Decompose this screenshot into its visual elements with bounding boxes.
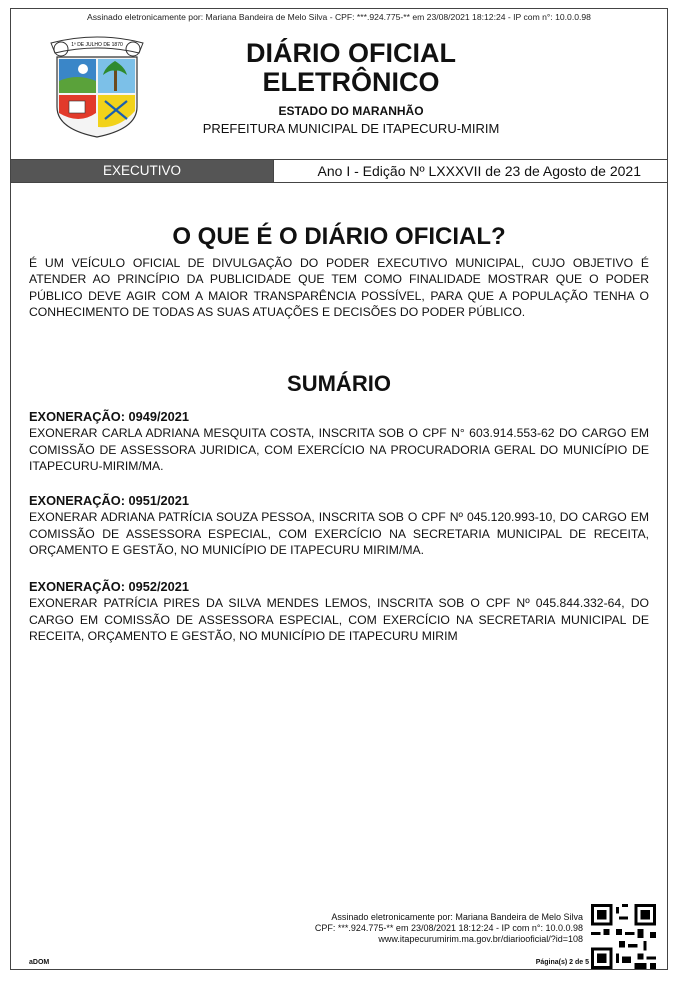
section-label: EXECUTIVO [11,160,273,182]
document-page [10,8,668,970]
summary-entry [29,409,649,474]
municipal-crest-icon [39,29,155,141]
summary-entry [29,579,649,644]
journal-title [221,39,481,97]
edition-info: Ano I - Edição Nº LXXXVII de 23 de Agosto de 2021 [273,160,667,182]
entry-text: EXONERAR PATRÍCIA PIRES DA SILVA MENDES LEMOS, INSCRITA SOB O CPF Nº 045.844.332-64, DO CARGO EM COMISSÃO DE ASSESSORA ESPECIAL, COM EXERCÍCIO NA SECRETARIA MUNICIPAL DE RECEITA, ORÇAMENTO E GESTÃO, NO MUNICÍPIO DE ITAPECURU MIRIM [29,596,649,643]
entry-text: EXONERAR CARLA ADRIANA MESQUITA COSTA, INSCRITA SOB O CPF N° 603.914.553-62 DO CARGO EM COMISSÃO DE ASSESSORA JURIDICA, COM EXERCÍCIO NA PROCURADORIA GERAL DO MUNICÍPIO DE ITAPECURU-MIRIM/MA. [29,426,649,473]
crest-ribbon-text: 1º DE JULHO DE 1870 [71,42,123,48]
journal-title-line1: DIÁRIO OFICIAL [246,38,456,68]
state-name: ESTADO DO MARANHÃO [278,104,424,118]
entry-title: EXONERAÇÃO: 0951/2021 [29,493,190,508]
signature-header: Assinado eletronicamente por: Mariana Bandeira de Melo Silva - CPF: ***.924.775-** em 23/08/2021 18:12:24 - IP com n°: 10.0.0.98 [87,12,591,22]
edition-bar [11,159,667,183]
prefecture-name: PREFEITURA MUNICIPAL DE ITAPECURU-MIRIM [202,121,500,136]
entry-text: EXONERAR ADRIANA PATRÍCIA SOUZA PESSOA, INSCRITA SOB O CPF Nº 045.120.993-10, DO CARGO EM COMISSÃO DE ASSESSORA ESPECIAL, COM EXERCÍCIO NA SECRETARIA MUNICIPAL DE RECEITA, ORÇAMENTO E GESTÃO, NO MUNICÍPIO DE ITAPECURU MIRIM/MA. [29,510,649,557]
signature-footer-line2: CPF: ***.924.775-** em 23/08/2021 18:12:24 - IP com n°: 10.0.0.98 [314,923,583,933]
page-indicator: Página(s) 2 de 5 [535,959,589,966]
journal-title-line2: ELETRÔNICO [262,67,440,97]
qr-code-icon [591,904,656,969]
summary-entry [29,493,649,558]
system-label: aDOM [29,959,50,966]
intro-text: É UM VEÍCULO OFICIAL DE DIVULGAÇÃO DO PODER EXECUTIVO MUNICIPAL, CUJO OBJETIVO É ATENDER AO PRINCÍPIO DA PUBLICIDADE QUE TEM COMO FINALIDADE MOSTRAR QUE O PODER PÚBLICO DEVE AGIR COM A MAIOR TRANSPARÊNCIA POSSÍVEL, PARA QUE A POPULAÇÃO TENHA O CONHECIMENTO DE TODAS AS SUAS ATUAÇÕES E DECISÕES DO PODER PÚBLICO. [29,256,649,319]
signature-footer-line1: Assinado eletronicamente por: Mariana Bandeira de Melo Silva [331,912,583,922]
entry-title: EXONERAÇÃO: 0952/2021 [29,579,190,594]
verification-link[interactable]: www.itapecurumirim.ma.gov.br/diariooficial/?id=108 [378,934,583,944]
summary-heading: SUMÁRIO [287,371,391,396]
intro-heading: O QUE É O DIÁRIO OFICIAL? [172,223,506,250]
entry-title: EXONERAÇÃO: 0949/2021 [29,409,190,424]
signature-footer [211,912,583,945]
